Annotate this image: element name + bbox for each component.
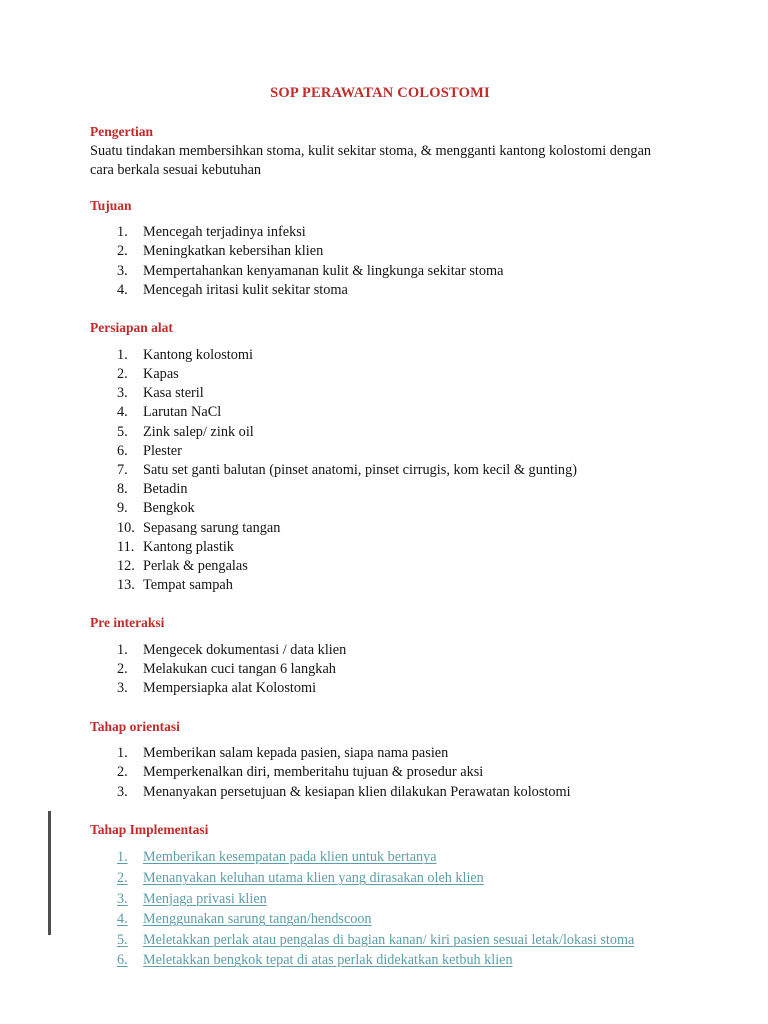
list-item — [90, 538, 670, 557]
list-number: 1. — [117, 224, 128, 241]
list-number: 3. — [117, 262, 128, 279]
list-number: 8. — [117, 481, 128, 498]
persiapan-alat-list — [90, 346, 670, 596]
section-heading-pengertian: Pengertian — [90, 124, 153, 140]
list-text: Menggunakan sarung tangan/hendscoon — [143, 911, 372, 928]
tracked-change-text — [117, 932, 634, 948]
section-heading-tahap-orientasi: Tahap orientasi — [90, 718, 180, 734]
list-text: Tempat sampah — [143, 577, 233, 594]
list-text: Memperkenalkan diri, memberitahu tujuan & prosedur aksi — [143, 764, 484, 781]
list-item — [90, 499, 670, 518]
revision-change-bar — [48, 811, 51, 935]
list-number: 1. — [117, 745, 128, 762]
list-text: Perlak & pengalas — [143, 558, 248, 575]
tracked-change-text — [117, 952, 513, 968]
list-item — [90, 744, 670, 763]
list-item — [90, 423, 670, 442]
list-number: 10. — [117, 519, 135, 536]
list-text: Zink salep/ zink oil — [143, 423, 254, 440]
list-item — [90, 242, 670, 261]
document-content — [90, 84, 670, 971]
list-number: 4. — [117, 911, 128, 928]
list-number: 4. — [117, 281, 128, 298]
list-text: Kantong kolostomi — [143, 346, 254, 363]
list-number: 13. — [117, 577, 135, 594]
list-item — [90, 557, 670, 576]
tujuan-list — [90, 223, 670, 300]
list-item — [90, 346, 670, 365]
list-number: 5. — [117, 931, 128, 948]
list-text: Menanyakan persetujuan & kesiapan klien dilakukan Perawatan kolostomi — [143, 783, 571, 800]
spacer — [90, 180, 670, 197]
list-number: 3. — [117, 385, 128, 402]
list-item — [90, 679, 670, 698]
list-text: Mencegah iritasi kulit sekitar stoma — [143, 281, 348, 298]
tracked-change-text — [117, 911, 372, 927]
list-item — [90, 480, 670, 499]
section-heading-pre-interaksi: Pre interaksi — [90, 615, 165, 631]
tahap-orientasi-list — [90, 744, 670, 802]
section-heading-persiapan-alat: Persiapan alat — [90, 320, 173, 336]
list-number: 1. — [117, 642, 128, 659]
list-number: 2. — [117, 365, 128, 382]
list-item — [90, 262, 670, 281]
tracked-change-text — [117, 849, 437, 865]
list-text: Mempertahankan kenyamanan kulit & lingkunga sekitar stoma — [143, 262, 504, 279]
list-text: Menjaga privasi klien — [143, 890, 267, 907]
pre-interaksi-list — [90, 641, 670, 699]
list-text: Kantong plastik — [143, 538, 234, 555]
spacer — [90, 802, 670, 821]
list-number: 5. — [117, 423, 128, 440]
list-number: 2. — [117, 764, 128, 781]
list-number: 1. — [117, 849, 128, 866]
list-item — [90, 223, 670, 242]
list-item — [90, 660, 670, 679]
list-number: 2. — [117, 661, 128, 678]
list-item — [90, 763, 670, 782]
tahap-implementasi-list — [90, 847, 670, 971]
document-title: SOP PERAWATAN COLOSTOMI — [270, 85, 490, 101]
list-text: Mengecek dokumentasi / data klien — [143, 642, 347, 659]
list-item-tracked-change — [90, 868, 670, 889]
list-text: Mencegah terjadinya infeksi — [143, 224, 306, 241]
list-text: Meletakkan bengkok tepat di atas perlak didekatkan ketbuh klien — [143, 952, 513, 969]
list-text: Sepasang sarung tangan — [143, 519, 281, 536]
list-text: Kasa steril — [143, 385, 204, 402]
list-item — [90, 519, 670, 538]
list-item — [90, 403, 670, 422]
list-number: 3. — [117, 783, 128, 800]
list-item-tracked-change — [90, 889, 670, 910]
spacer — [90, 300, 670, 319]
list-text: Satu set ganti balutan (pinset anatomi, pinset cirrugis, kom kecil & gunting) — [143, 461, 577, 478]
list-item — [90, 442, 670, 461]
list-number: 2. — [117, 870, 128, 887]
list-item-tracked-change — [90, 909, 670, 930]
spacer — [90, 595, 670, 614]
list-text: Memberikan salam kepada pasien, siapa nama pasien — [143, 745, 449, 762]
list-item — [90, 576, 670, 595]
tracked-change-text — [117, 870, 484, 886]
list-item — [90, 365, 670, 384]
list-text: Plester — [143, 442, 182, 459]
list-item — [90, 641, 670, 660]
list-item-tracked-change — [90, 847, 670, 868]
list-text: Meningkatkan kebersihan klien — [143, 243, 324, 260]
list-number: 2. — [117, 243, 128, 260]
pengertian-paragraph: Suatu tindakan membersihkan stoma, kulit sekitar stoma, & mengganti kantong kolostomi dengan cara berkala sesuai kebutuhan — [90, 142, 652, 178]
spacer — [90, 699, 670, 718]
list-item — [90, 384, 670, 403]
list-number: 4. — [117, 404, 128, 421]
list-text: Meletakkan perlak atau pengalas di bagian kanan/ kiri pasien sesuai letak/lokasi stoma — [143, 931, 635, 948]
list-item-tracked-change — [90, 950, 670, 971]
list-text: Larutan NaCl — [143, 404, 222, 421]
list-item-tracked-change — [90, 930, 670, 951]
section-heading-tujuan: Tujuan — [90, 197, 132, 213]
tracked-change-text — [117, 891, 267, 907]
list-item — [90, 783, 670, 802]
section-heading-tahap-implementasi: Tahap Implementasi — [90, 821, 209, 837]
list-number: 3. — [117, 890, 128, 907]
list-number: 11. — [117, 538, 135, 555]
list-number: 6. — [117, 442, 128, 459]
list-item — [90, 461, 670, 480]
list-number: 7. — [117, 461, 128, 478]
list-number: 1. — [117, 346, 128, 363]
list-number: 6. — [117, 952, 128, 969]
list-number: 12. — [117, 558, 135, 575]
list-text: Kapas — [143, 365, 179, 382]
list-item — [90, 281, 670, 300]
list-text: Memberikan kesempatan pada klien untuk bertanya — [143, 849, 437, 866]
list-text: Betadin — [143, 481, 188, 498]
list-text: Menanyakan keluhan utama klien yang dirasakan oleh klien — [143, 870, 484, 887]
list-text: Mempersiapka alat Kolostomi — [143, 680, 317, 697]
list-text: Melakukan cuci tangan 6 langkah — [143, 661, 336, 678]
list-number: 3. — [117, 680, 128, 697]
list-number: 9. — [117, 500, 128, 517]
list-text: Bengkok — [143, 500, 195, 517]
